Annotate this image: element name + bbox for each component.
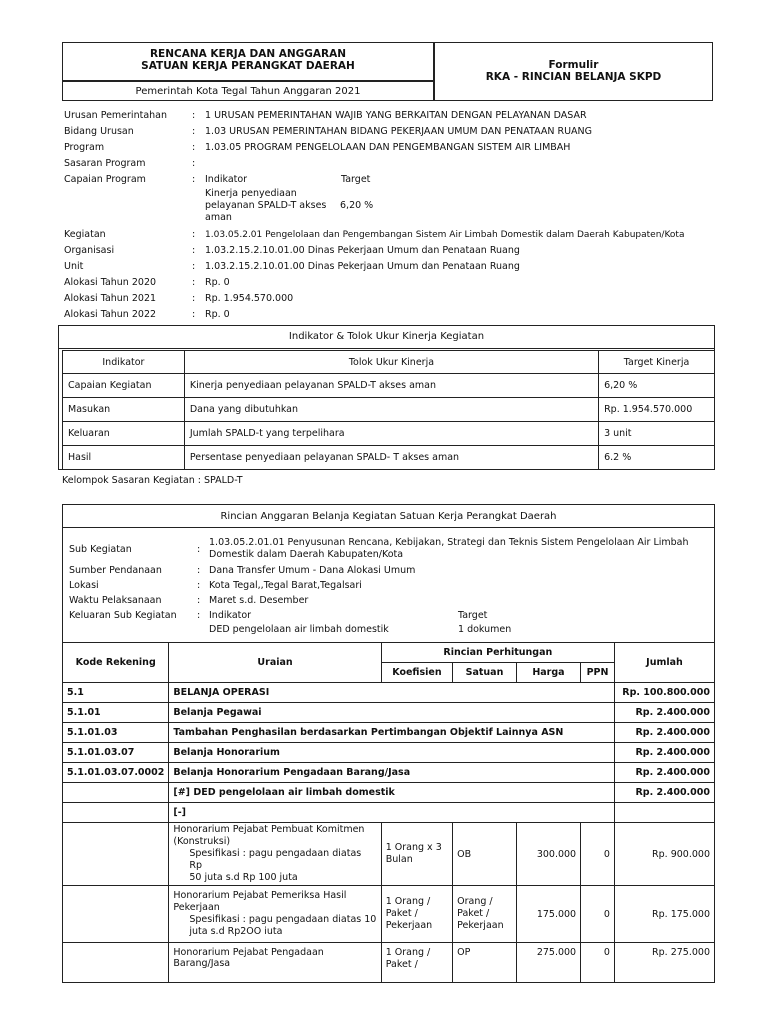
table-row <box>63 763 715 783</box>
jumlah-cell: Rp. 2.400.000 <box>614 703 714 723</box>
unit-value: 1.03.2.15.2.10.01.00 Dinas Pekerjaan Umum dan Penataan Ruang <box>205 261 520 272</box>
item-satuan-l3: Pekerjaan <box>457 920 504 931</box>
organisasi-label: Organisasi <box>64 245 115 256</box>
program-label: Program <box>64 142 105 153</box>
colon: : <box>192 158 196 169</box>
jumlah-cell: Rp. 2.400.000 <box>614 763 714 783</box>
alokasi-2021-label: Alokasi Tahun 2021 <box>64 293 157 304</box>
colon: : <box>192 229 196 240</box>
header-right-box <box>434 42 713 101</box>
item-spek-l1: Spesifikasi : pagu pengadaan diatas 10 <box>189 914 377 925</box>
capaian-target: 6,20 % <box>340 200 374 211</box>
table-row <box>63 803 715 823</box>
col-koef: Koefisien <box>381 663 452 683</box>
harga-cell: 275.000 <box>516 943 580 983</box>
sub-kegiatan-label: Sub Kegiatan <box>69 544 132 555</box>
capaian-indikator-l2: pelayanan SPALD-T akses <box>205 200 327 211</box>
jumlah-cell: Rp. 275.000 <box>614 943 714 983</box>
item-spek-l2: juta s.d Rp2OO iuta <box>189 926 283 937</box>
ppn-cell: 0 <box>581 943 615 983</box>
colon: : <box>192 174 196 185</box>
alokasi-2022-label: Alokasi Tahun 2022 <box>64 309 157 320</box>
tolok-cell: Dana yang dibutuhkan <box>184 398 598 422</box>
alokasi-2020-label: Alokasi Tahun 2020 <box>64 277 157 288</box>
uraian-cell: [#] DED pengelolaan air limbah domestik <box>169 783 615 803</box>
sumber-value: Dana Transfer Umum - Dana Alokasi Umum <box>209 565 416 576</box>
sub-kegiatan-value <box>209 537 689 561</box>
header-subtitle-box <box>62 81 434 101</box>
keluaran-ind: DED pengelolaan air limbah domestik <box>209 624 389 635</box>
item-koef-l1: 1 Orang / <box>385 896 431 907</box>
alokasi-2021-value: Rp. 1.954.570.000 <box>205 293 294 304</box>
colon: : <box>192 261 196 272</box>
indicator-row <box>63 446 715 470</box>
col-uraian: Uraian <box>169 643 381 683</box>
jumlah-cell <box>614 803 714 823</box>
uraian-cell: Belanja Honorarium <box>169 743 615 763</box>
rincian-title: Rincian Anggaran Belanja Kegiatan Satuan Kerja Perangkat Daerah <box>220 511 557 522</box>
jumlah-cell: Rp. 2.400.000 <box>614 723 714 743</box>
keluaran-target: 1 dokumen <box>458 624 512 635</box>
col-harga: Harga <box>516 663 580 683</box>
kode-cell: 5.1.01.03.07 <box>63 743 169 763</box>
colon: : <box>192 142 196 153</box>
item-uraian-l1: Honorarium Pejabat Pemeriksa Hasil <box>173 890 347 901</box>
alokasi-2022-value: Rp. 0 <box>205 309 230 320</box>
col-rincian: Rincian Perhitungan <box>381 643 614 663</box>
item-koef-l2: Paket / <box>385 959 418 970</box>
jumlah-cell: Rp. 100.800.000 <box>614 683 714 703</box>
table-row <box>63 743 715 763</box>
indicator-row <box>63 374 715 398</box>
colon: : <box>192 293 196 304</box>
kode-cell <box>63 943 169 983</box>
keluaran-label: Keluaran Sub Kegiatan <box>69 610 177 621</box>
satuan-cell: OP <box>453 943 517 983</box>
item-satuan-l1: Orang / <box>457 896 493 907</box>
item-uraian-l2: (Konstruksi) <box>173 836 231 847</box>
colon: : <box>197 610 201 621</box>
jumlah-cell: Rp. 2.400.000 <box>614 743 714 763</box>
alokasi-2020-value: Rp. 0 <box>205 277 230 288</box>
item-satuan-l2: Paket / <box>457 908 490 919</box>
item-spek-l2: 50 juta s.d Rp 100 juta <box>189 872 298 883</box>
item-uraian-l2: Pekerjaan <box>173 902 220 913</box>
lokasi-label: Lokasi <box>69 580 99 591</box>
uraian-cell <box>169 886 381 943</box>
indicator-header-row <box>63 351 715 374</box>
table-row <box>63 783 715 803</box>
item-koef-l1: 1 Orang x 3 <box>385 842 442 853</box>
koef-cell <box>381 943 452 983</box>
title-line1: RENCANA KERJA DAN ANGGARAN <box>149 48 347 60</box>
kode-cell <box>63 823 169 886</box>
kegiatan-value: 1.03.05.2.01 Pengelolaan dan Pengembangan Sistem Air Limbah Domestik dalam Daerah Kabupaten/Kota <box>205 230 685 240</box>
colon: : <box>192 126 196 137</box>
item-uraian-l1: Honorarium Pejabat Pembuat Komitmen <box>173 824 365 835</box>
colon: : <box>192 245 196 256</box>
jumlah-cell: Rp. 900.000 <box>614 823 714 886</box>
koef-cell <box>381 886 452 943</box>
satuan-cell <box>453 886 517 943</box>
harga-cell: 175.000 <box>516 886 580 943</box>
tolok-cell: Jumlah SPALD-t yang terpelihara <box>184 422 598 446</box>
target-cell: 3 unit <box>599 422 715 446</box>
kode-cell <box>63 803 169 823</box>
capaian-indikator-l3: aman <box>205 212 232 223</box>
table-row <box>63 723 715 743</box>
uraian-cell: Belanja Pegawai <box>169 703 615 723</box>
indicator-cell: Hasil <box>63 446 185 470</box>
indicator-row <box>63 398 715 422</box>
table-header-row <box>63 643 715 663</box>
item-koef-l2: Bulan <box>385 854 413 865</box>
colon: : <box>197 544 201 555</box>
satuan-cell: OB <box>453 823 517 886</box>
col-satuan: Satuan <box>453 663 517 683</box>
rincian-title-box <box>62 504 715 528</box>
keluaran-ind-head: Indikator <box>209 610 252 621</box>
col-target: Target Kinerja <box>599 351 715 374</box>
waktu-label: Waktu Pelaksanaan <box>69 595 162 606</box>
form-label: Formulir <box>548 59 599 71</box>
sasaran-label: Sasaran Program <box>64 158 146 169</box>
tolok-cell: Kinerja penyediaan pelayanan SPALD-T akses aman <box>184 374 598 398</box>
jumlah-cell: Rp. 2.400.000 <box>614 783 714 803</box>
capaian-indikator-l1: Kinerja penyediaan <box>205 188 297 199</box>
indicator-table <box>62 350 715 470</box>
kode-cell: 5.1 <box>63 683 169 703</box>
harga-cell: 300.000 <box>516 823 580 886</box>
title-line2: SATUAN KERJA PERANGKAT DAERAH <box>141 60 355 72</box>
sub-kegiatan-l2: Domestik dalam Daerah Kabupaten/Kota <box>209 549 404 560</box>
colon: : <box>192 110 196 121</box>
header-left-box <box>62 42 434 81</box>
col-jumlah: Jumlah <box>614 643 714 683</box>
col-kode: Kode Rekening <box>63 643 169 683</box>
rincian-table <box>62 642 715 983</box>
indicator-cell: Masukan <box>63 398 185 422</box>
target-cell: 6.2 % <box>599 446 715 470</box>
kelompok-sasaran: Kelompok Sasaran Kegiatan : SPALD-T <box>62 475 243 486</box>
program-value: 1.03.05 PROGRAM PENGELOLAAN DAN PENGEMBANGAN SISTEM AIR LIMBAH <box>205 142 571 153</box>
ppn-cell: 0 <box>581 886 615 943</box>
bidang-value: 1.03 URUSAN PEMERINTAHAN BIDANG PEKERJAAN UMUM DAN PENATAAN RUANG <box>205 126 592 137</box>
item-row <box>63 943 715 983</box>
indicator-cell: Capaian Kegiatan <box>63 374 185 398</box>
tolok-cell: Persentase penyediaan pelayanan SPALD- T akses aman <box>184 446 598 470</box>
sub-kegiatan-l1: 1.03.05.2.01.01 Penyusunan Rencana, Kebijakan, Strategi dan Teknis Sistem Pengelolaan Air Limbah <box>209 537 689 548</box>
urusan-label: Urusan Pemerintahan <box>64 110 168 121</box>
colon: : <box>197 580 201 591</box>
uraian-cell: Honorarium Pejabat Pengadaan Barang/Jasa <box>169 943 381 983</box>
kode-cell: 5.1.01.03.07.0002 <box>63 763 169 783</box>
target-cell: 6,20 % <box>599 374 715 398</box>
capaian-label: Capaian Program <box>64 174 146 185</box>
indicator-cell: Keluaran <box>63 422 185 446</box>
urusan-value: 1 URUSAN PEMERINTAHAN WAJIB YANG BERKAITAN DENGAN PELAYANAN DASAR <box>205 110 587 121</box>
kegiatan-label: Kegiatan <box>64 229 106 240</box>
kode-cell <box>63 886 169 943</box>
item-spek-l1: Spesifikasi : pagu pengadaan diatas Rp <box>189 848 362 871</box>
item-row <box>63 886 715 943</box>
kode-cell: 5.1.01 <box>63 703 169 723</box>
jumlah-cell: Rp. 175.000 <box>614 886 714 943</box>
lokasi-value: Kota Tegal,,Tegal Barat,Tegalsari <box>209 580 362 591</box>
item-koef-l2: Paket / <box>385 908 418 919</box>
organisasi-value: 1.03.2.15.2.10.01.00 Dinas Pekerjaan Umum dan Penataan Ruang <box>205 245 520 256</box>
uraian-cell <box>169 823 381 886</box>
capaian-indikator-head: Indikator <box>205 174 248 185</box>
col-ppn: PPN <box>581 663 615 683</box>
colon: : <box>197 595 201 606</box>
indicator-title: Indikator & Tolok Ukur Kinerja Kegiatan <box>59 326 714 349</box>
capaian-indikator <box>205 188 326 224</box>
kode-cell: 5.1.01.03 <box>63 723 169 743</box>
bidang-label: Bidang Urusan <box>64 126 134 137</box>
col-tolok: Tolok Ukur Kinerja <box>184 351 598 374</box>
koef-cell <box>381 823 452 886</box>
uraian-cell: [-] <box>169 803 615 823</box>
item-koef-l1: 1 Orang / <box>385 947 431 958</box>
uraian-cell: BELANJA OPERASI <box>169 683 615 703</box>
indicator-row <box>63 422 715 446</box>
waktu-value: Maret s.d. Desember <box>209 595 309 606</box>
capaian-target-head: Target <box>341 174 371 185</box>
sumber-label: Sumber Pendanaan <box>69 565 162 576</box>
colon: : <box>192 309 196 320</box>
uraian-cell: Tambahan Penghasilan berdasarkan Pertimbangan Objektif Lainnya ASN <box>169 723 615 743</box>
kode-cell <box>63 783 169 803</box>
target-cell: Rp. 1.954.570.000 <box>599 398 715 422</box>
table-row <box>63 683 715 703</box>
colon: : <box>197 565 201 576</box>
table-row <box>63 703 715 723</box>
keluaran-target-head: Target <box>458 610 488 621</box>
uraian-cell: Belanja Honorarium Pengadaan Barang/Jasa <box>169 763 615 783</box>
col-indikator: Indikator <box>63 351 185 374</box>
ppn-cell: 0 <box>581 823 615 886</box>
colon: : <box>192 277 196 288</box>
form-name: RKA - RINCIAN BELANJA SKPD <box>485 71 662 83</box>
unit-label: Unit <box>64 261 84 272</box>
item-row <box>63 823 715 886</box>
subtitle: Pemerintah Kota Tegal Tahun Anggaran 2021 <box>135 86 361 97</box>
item-koef-l3: Pekerjaan <box>385 920 433 931</box>
